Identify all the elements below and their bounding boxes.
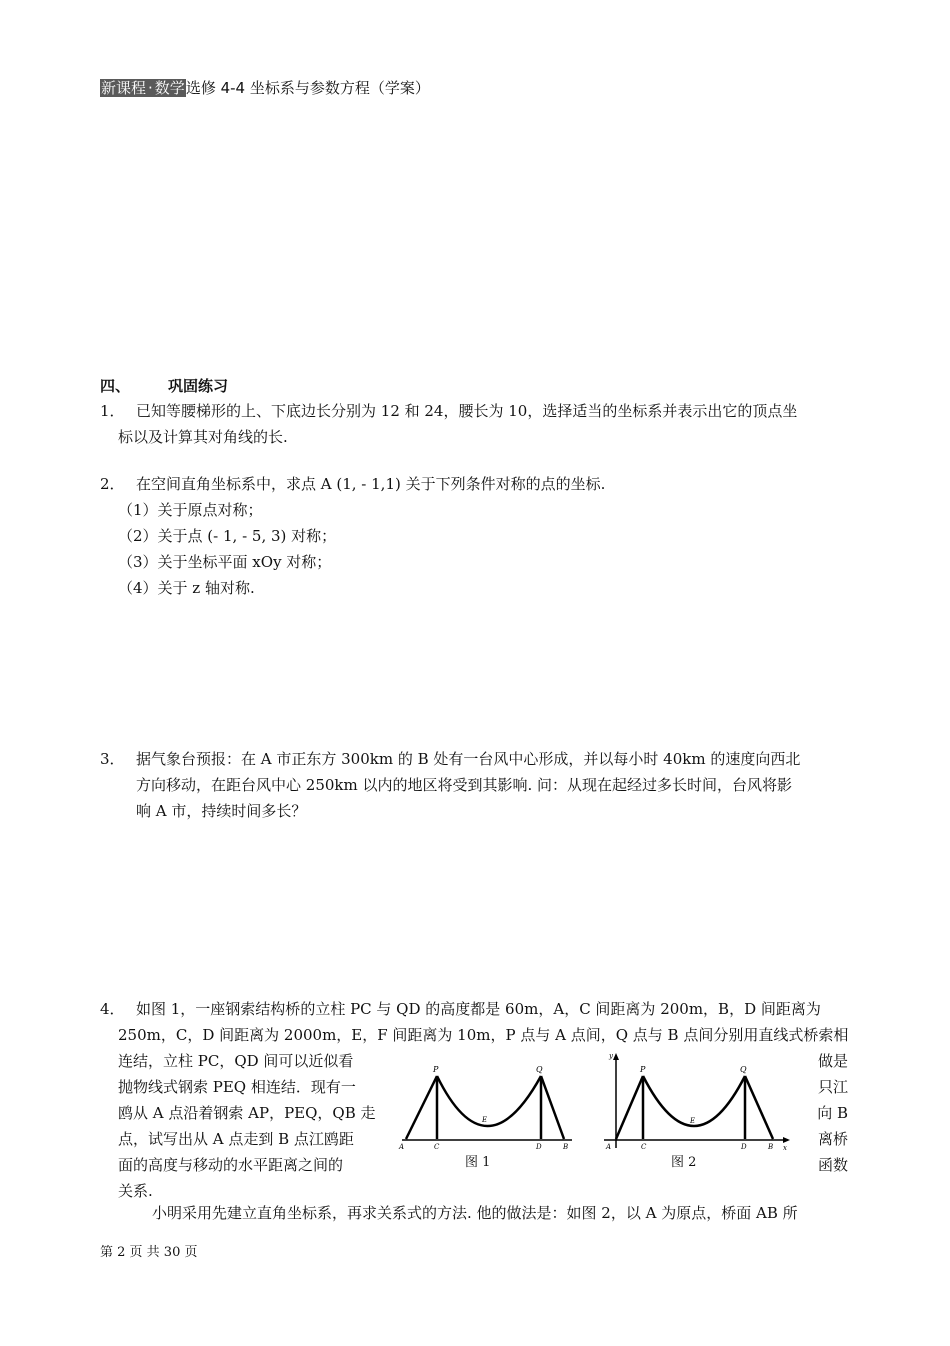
q1-line1: 已知等腰梯形的上、下底边长分别为 12 和 24，腰长为 10，选择适当的坐标系并表示出它的顶点坐 <box>136 402 798 420</box>
label-c: C <box>641 1143 647 1151</box>
question-number: 1． <box>100 402 125 420</box>
q4-right2: 只江 <box>817 1078 848 1096</box>
q3-line3: 响 A 市，持续时间多长？ <box>136 802 307 820</box>
figure-1 <box>396 1050 578 1150</box>
figure-1-caption: 图 1 <box>465 1155 491 1170</box>
label-a: A <box>399 1143 405 1150</box>
q4-right5: 函数 <box>817 1156 848 1174</box>
label-q: Q <box>740 1065 747 1074</box>
q4-right3: 向 B <box>817 1104 848 1122</box>
q4-right4: 离桥 <box>817 1130 848 1148</box>
label-p: P <box>433 1065 439 1074</box>
label-y: y <box>609 1052 613 1060</box>
label-c: C <box>434 1143 440 1150</box>
header-subject: 数学 <box>154 79 185 97</box>
question-2 <box>100 471 850 601</box>
y-axis-arrow-icon <box>613 1053 619 1060</box>
q4-right-column <box>808 1048 848 1178</box>
q2-sub2: （2）关于点 (- 1, - 5, 3) 对称； <box>118 527 337 545</box>
label-d: D <box>741 1143 747 1151</box>
cable-peq <box>437 1076 541 1126</box>
page-footer: 第 2 页 共 30 页 <box>100 1245 198 1260</box>
q3-line1: 据气象台预报：在 A 市正东方 300km 的 B 处有一台风中心形成，并以每小时 40km 的速度向西北 <box>136 750 801 768</box>
question-4 <box>100 996 850 1048</box>
header-title: 选修 4-4 坐标系与参数方程（学案） <box>185 79 430 97</box>
q4-last-line: 小明采用先建立直角坐标系，再求关系式的方法. 他的做法是：如图 2，以 A 为原点，桥面 AB 所 <box>152 1204 798 1222</box>
q2-line1: 在空间直角坐标系中，求点 A (1, - 1,1) 关于下列条件对称的点的坐标. <box>136 475 606 493</box>
q4-left5: 面的高度与移动的水平距离之间的 <box>118 1156 344 1174</box>
q4-left6: 关系. <box>118 1182 153 1200</box>
section-label: 巩固练习 <box>168 377 229 395</box>
q2-sub3: （3）关于坐标平面 xOy 对称； <box>118 553 332 571</box>
q4-left1: 连结，立柱 PC，QD 间可以近似看 <box>118 1052 354 1070</box>
q4-left-column <box>118 1048 388 1204</box>
figure-2 <box>600 1048 795 1152</box>
x-axis-arrow-icon <box>783 1137 790 1143</box>
q1-line2: 标以及计算其对角线的长. <box>118 428 288 446</box>
label-a: A <box>606 1143 612 1151</box>
question-1 <box>100 398 850 450</box>
label-x: x <box>783 1144 787 1152</box>
cable-qb <box>745 1076 773 1139</box>
q4-left3: 鸥从 A 点沿着钢索 AP，PEQ，QB 走 <box>118 1104 376 1122</box>
q2-sub4: （4）关于 z 轴对称. <box>118 579 255 597</box>
q4-right1: 做是 <box>817 1052 848 1070</box>
question-number: 2． <box>100 475 125 493</box>
page-header <box>100 77 430 98</box>
header-course: 新课程 <box>101 79 147 97</box>
label-p: P <box>640 1065 646 1074</box>
question-3 <box>100 746 850 824</box>
figure-2-caption: 图 2 <box>671 1155 697 1170</box>
q3-line2: 方向移动，在距台风中心 250km 以内的地区将受到其影响. 问：从现在起经过多长时间，台风将影 <box>136 776 793 794</box>
cable-ap <box>616 1076 643 1139</box>
q4-line2: 250m，C，D 间距离为 2000m，E，F 间距离为 10m，P 点与 A 点间，Q 点与 B 点间分别用直线式桥索相 <box>118 1026 849 1044</box>
q4-left2: 抛物线式钢索 PEQ 相连结．现有一 <box>118 1078 356 1096</box>
question-number: 4． <box>100 1000 125 1018</box>
q2-sub1: （1）关于原点对称； <box>118 501 263 519</box>
cable-ap <box>406 1076 437 1139</box>
label-b: B <box>768 1143 774 1151</box>
label-e: E <box>690 1117 696 1125</box>
label-q: Q <box>536 1065 543 1074</box>
label-e: E <box>482 1116 488 1124</box>
label-b: B <box>563 1143 569 1150</box>
cable-qb <box>541 1076 564 1139</box>
question-number: 3． <box>100 750 125 768</box>
q4-line1: 如图 1，一座钢索结构桥的立柱 PC 与 QD 的高度都是 60m，A，C 间距离为 200m，B，D 间距离为 <box>136 1000 821 1018</box>
header-separator: · <box>148 79 153 97</box>
label-d: D <box>536 1143 542 1150</box>
q4-left4: 点，试写出从 A 点走到 B 点江鸥距 <box>118 1130 354 1148</box>
section-title <box>100 375 266 396</box>
section-number: 四、 <box>100 377 131 395</box>
